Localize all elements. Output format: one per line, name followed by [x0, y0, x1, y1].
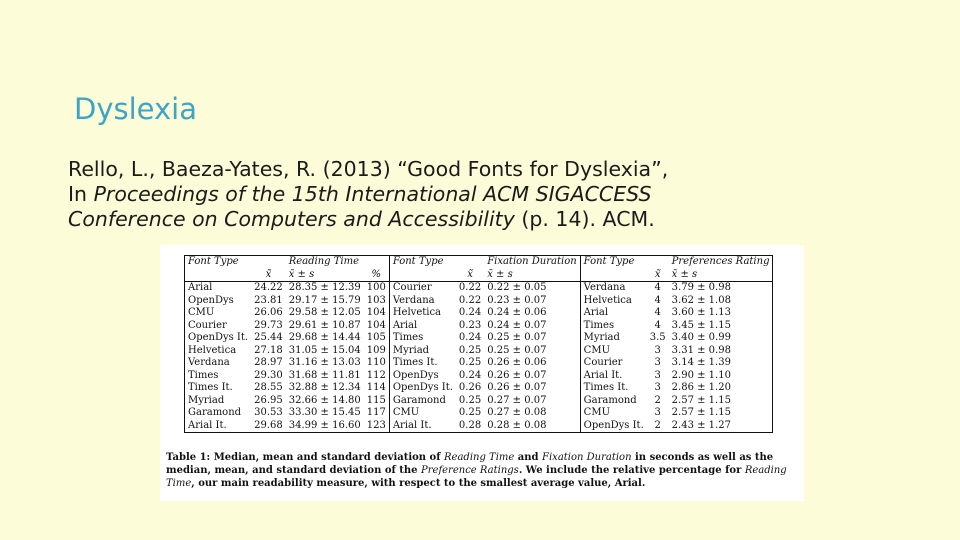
table-row: [185, 332, 773, 345]
table-cell: Arial: [583, 307, 609, 318]
table-cell: 23.81: [254, 294, 283, 306]
table-cell: 103: [364, 295, 390, 308]
table-cell: 0.24 ± 0.06: [484, 307, 580, 320]
table-row: [185, 407, 773, 420]
table-cell: 0.24: [458, 332, 482, 343]
table-cell: 2.57 ± 1.15: [671, 394, 731, 406]
table-cell: Times It.: [188, 382, 233, 393]
table-cell: OpenDys It.: [392, 382, 453, 393]
table-row: [185, 295, 773, 308]
table-cell: Arial It.: [392, 419, 432, 431]
table-cell: 32.66 ± 14.80: [288, 394, 361, 406]
table-cell: 0.25: [458, 407, 482, 418]
table-cell: [251, 256, 286, 269]
table-cell: 0.28 ± 0.08: [484, 420, 580, 433]
table-cell: Garamond: [188, 407, 242, 418]
citation-line-3: [68, 207, 928, 232]
table-cell: 28.55: [254, 382, 283, 393]
table-cell: Arial It.: [583, 369, 623, 381]
table-cell: Arial: [188, 282, 213, 293]
table-cell: 31.16 ± 13.03: [288, 357, 361, 368]
table-cell: 29.30: [254, 369, 283, 381]
table-cell: CMU: [583, 344, 610, 356]
table-cell: Times: [188, 369, 219, 381]
table-cell: x̄ ± s: [484, 269, 580, 282]
table-cell: Preferences Rating: [671, 256, 770, 267]
table-cell: [580, 269, 647, 282]
table-cell: 26.06: [254, 307, 283, 318]
table-cell: OpenDys It.: [583, 419, 644, 431]
table-figure: [160, 245, 804, 501]
table-cell: 3.45 ± 1.15: [671, 319, 731, 331]
table-cell: Times: [392, 332, 424, 343]
table-cell: 3.60 ± 1.13: [671, 307, 731, 318]
table-cell: Arial It.: [188, 419, 227, 431]
table-cell: 31.05 ± 15.04: [288, 344, 361, 356]
table-cell: [647, 256, 669, 269]
font-results-table: [184, 255, 773, 433]
table-cell: 3.79 ± 0.98: [671, 282, 731, 293]
table-cell: 0.22: [458, 294, 482, 306]
table-cell: 0.24: [458, 307, 482, 318]
table-cell: [389, 269, 456, 282]
table-cell: OpenDys: [392, 369, 439, 381]
table-cell: 109: [364, 345, 390, 358]
table-cell: 29.61 ± 10.87: [288, 319, 361, 331]
table-cell: 25.44: [254, 332, 283, 343]
table-cell: CMU: [188, 307, 215, 318]
table-row: [185, 370, 773, 383]
table-cell: 29.58 ± 12.05: [288, 307, 361, 318]
table-cell: 31.68 ± 11.81: [288, 369, 361, 381]
table-cell: 112: [364, 370, 390, 383]
table-cell: 123: [364, 420, 390, 433]
table-row: [185, 282, 773, 295]
citation-proceedings: Proceedings of the 15th International ACM SIGACCESS: [93, 182, 652, 206]
citation-line-2: [68, 182, 928, 207]
caption-text-2: and: [514, 452, 543, 463]
table-cell: Myriad: [583, 332, 620, 343]
table-cell: 0.26: [458, 382, 482, 393]
table-cell: 0.22 ± 0.05: [484, 282, 580, 295]
table-cell: Courier: [583, 357, 623, 368]
table-cell: 3: [654, 369, 661, 381]
table-cell: x̃: [251, 269, 286, 282]
table-row: [185, 420, 773, 433]
table-cell: 0.25: [458, 394, 482, 406]
table-cell: 4: [654, 307, 661, 318]
table-cell: 0.24 ± 0.07: [484, 320, 580, 333]
citation-pages: (p. 14). ACM.: [514, 207, 655, 231]
table-cell: 3.5: [649, 332, 666, 343]
table-cell: 4: [654, 282, 661, 293]
table-cell: 2: [654, 419, 661, 431]
table-cell: [456, 256, 484, 269]
table-cell: 0.27 ± 0.07: [484, 395, 580, 408]
table-cell: 3: [654, 382, 661, 393]
table-cell: Helvetica: [392, 307, 442, 318]
caption-reading-time-2: Reading Time: [166, 465, 787, 489]
table-cell: Garamond: [392, 394, 446, 406]
table-cell: [185, 269, 252, 282]
table-cell: 3.14 ± 1.39: [671, 357, 731, 368]
table-cell: Reading Time: [288, 256, 360, 267]
table-cell: 32.88 ± 12.34: [288, 382, 361, 393]
table-cell: Times It.: [583, 382, 629, 393]
caption-text-5: , our main readability measure, with respect to the smallest average value, Arial.: [191, 478, 646, 489]
table-cell: 117: [364, 407, 390, 420]
table-cell: 26.95: [254, 394, 283, 406]
table-cell: Courier: [392, 282, 432, 293]
table-cell: 28.97: [254, 357, 283, 368]
table-cell: 115: [364, 395, 390, 408]
table-cell: 3.40 ± 0.99: [671, 332, 731, 343]
table-cell: 100: [364, 282, 390, 295]
table-cell: 2: [654, 394, 661, 406]
slide-title: Dyslexia: [74, 92, 197, 126]
table-cell: 3.62 ± 1.08: [671, 294, 731, 306]
table-cell: 0.25 ± 0.07: [484, 345, 580, 358]
table-cell: 24.22: [254, 282, 283, 293]
table-cell: Font Type: [583, 256, 635, 267]
table-subheader-row: [185, 269, 773, 282]
table-cell: Font Type: [392, 256, 444, 267]
table-cell: x̄ ± s: [669, 269, 773, 282]
citation: [68, 157, 928, 232]
table-caption: [166, 451, 796, 490]
table-row: [185, 382, 773, 395]
table-cell: 3: [654, 407, 661, 418]
table-cell: Verdana: [188, 357, 230, 368]
table-cell: 29.73: [254, 319, 283, 331]
table-row: [185, 395, 773, 408]
table-cell: 3: [654, 357, 661, 368]
table-header-row: [185, 256, 773, 269]
table-cell: Fixation Duration: [484, 256, 580, 269]
table-cell: 2.90 ± 1.10: [671, 369, 731, 381]
caption-text-1: Table 1: Median, mean and standard deviation of: [166, 452, 445, 463]
table-cell: %: [364, 269, 390, 282]
table-cell: OpenDys: [188, 294, 234, 306]
caption-reading-time: Reading Time: [444, 452, 515, 463]
table-cell: Myriad: [188, 394, 225, 406]
table-row: [185, 320, 773, 333]
table-cell: 0.23: [458, 319, 482, 331]
table-cell: 110: [364, 357, 390, 370]
table-cell: 0.23 ± 0.07: [484, 295, 580, 308]
table-cell: 30.53: [254, 407, 283, 418]
citation-conference: Conference on Computers and Accessibility: [68, 207, 515, 231]
table-cell: CMU: [583, 407, 610, 418]
table-cell: 0.26 ± 0.07: [484, 370, 580, 383]
table-cell: 114: [364, 382, 390, 395]
table-cell: 28.35 ± 12.39: [288, 282, 361, 293]
table-cell: 0.26 ± 0.06: [484, 357, 580, 370]
table-cell: 2.86 ± 1.20: [671, 382, 731, 393]
table-cell: Font Type: [188, 256, 239, 267]
table-cell: 29.68: [254, 419, 283, 431]
caption-text-4: . We include the relative percentage for: [518, 465, 745, 476]
citation-prefix: In: [68, 182, 94, 206]
caption-text-3: in seconds as well as the median, mean, and standard deviation of the: [166, 452, 774, 476]
table-cell: x̃: [647, 269, 669, 282]
table-cell: x̃: [456, 269, 484, 282]
table-cell: Times It.: [392, 357, 438, 368]
table-cell: 2.57 ± 1.15: [671, 407, 731, 418]
table-cell: 0.25 ± 0.07: [484, 332, 580, 345]
table-cell: x̄ ± s: [286, 269, 364, 282]
table-cell: 0.22: [458, 282, 482, 293]
table-cell: Arial: [392, 319, 418, 331]
table-row: [185, 345, 773, 358]
table-cell: 3: [654, 344, 661, 356]
table-cell: CMU: [392, 407, 420, 418]
table-cell: 33.30 ± 15.45: [288, 407, 361, 418]
table-cell: [364, 256, 390, 269]
table-cell: 104: [364, 320, 390, 333]
table-cell: 0.28: [458, 419, 482, 431]
table-cell: 2.43 ± 1.27: [671, 419, 731, 431]
table-cell: Times: [583, 319, 615, 331]
table-cell: Garamond: [583, 394, 637, 406]
table-cell: Myriad: [392, 344, 430, 356]
table-cell: 3.31 ± 0.98: [671, 344, 731, 356]
table-cell: 104: [364, 307, 390, 320]
table-cell: 0.26 ± 0.07: [484, 382, 580, 395]
table-cell: Helvetica: [188, 344, 237, 356]
table-cell: 27.18: [254, 344, 283, 356]
table-cell: 105: [364, 332, 390, 345]
table-cell: OpenDys It.: [188, 332, 249, 343]
table-row: [185, 357, 773, 370]
citation-line-1: Rello, L., Baeza-Yates, R. (2013) “Good Fonts for Dyslexia”,: [68, 157, 669, 181]
table-cell: 4: [654, 319, 661, 331]
table-cell: Verdana: [583, 282, 626, 293]
caption-fixation-duration: Fixation Duration: [542, 452, 632, 463]
table-cell: 29.17 ± 15.79: [288, 294, 361, 306]
table-cell: 34.99 ± 16.60: [288, 419, 361, 431]
table-cell: 0.24: [458, 369, 482, 381]
table-cell: Verdana: [392, 294, 435, 306]
table-cell: 4: [654, 294, 661, 306]
table-cell: 0.25: [458, 357, 482, 368]
table-row: [185, 307, 773, 320]
table-cell: 29.68 ± 14.44: [288, 332, 361, 343]
table-cell: Courier: [188, 319, 227, 331]
caption-preference-ratings: Preference Ratings: [421, 465, 519, 476]
table-cell: 0.27 ± 0.08: [484, 407, 580, 420]
table-cell: Helvetica: [583, 294, 632, 306]
table-cell: 0.25: [458, 344, 482, 356]
